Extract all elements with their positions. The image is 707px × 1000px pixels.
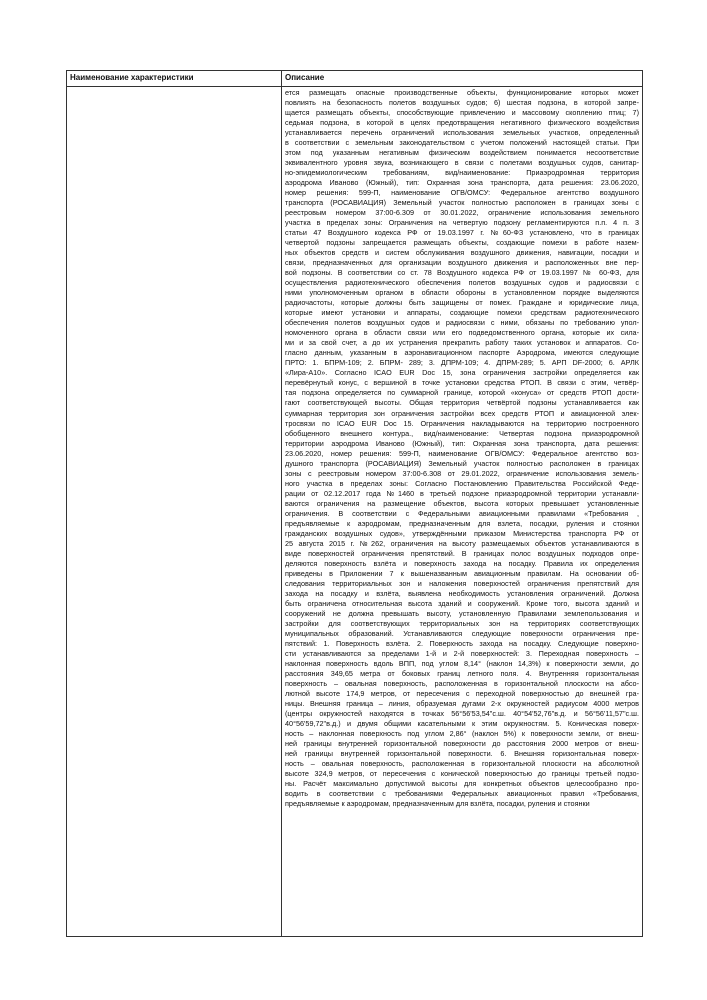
description-line: предъявляемые к аэродромам, предназначенным для взлёта, посадки, руления и стоянки (285, 799, 590, 809)
description-line: ваются ограничения на размещение объектов, высота которых превышает установленные (285, 498, 639, 508)
description-line: четвертой подзоны запрещается размещать объекты, создающие помехи в работе назем- (285, 238, 639, 248)
description-line: территории аэродрома Иваново (Южный), тип: Охранная зона транспорта, дата решения: (285, 438, 639, 448)
description-line: следования территориальных зон и наложения поверхностей ограничения препятствий для (285, 578, 639, 588)
description-line: виде поверхностей ограничения препятствий. В границах полос воздушных подходов опре- (285, 548, 639, 558)
description-line: ны. Расчёт максимально допустимой высоты для конкретных объектов целесообразно про- (285, 779, 639, 789)
description-line: повлиять на безопасность полетов воздушных судов; 6) шестая подзона, в которой запре- (285, 98, 639, 108)
description-line: ПРТО: 1. БПРМ-109; 2. БПРМ- 289; 3. ДПРМ-109; 4. ДПРМ-289; 5. АРП DF-2000; 6. АРЛК (285, 358, 639, 368)
description-line: осуществления радиотехнического обеспечения полетов воздушных судов и радиосвязи с (285, 278, 639, 288)
description-line: ограничения. В соответствии с Федеральными авиационными правилами «Требования , (285, 508, 639, 518)
table-header-row (67, 71, 643, 87)
description-line: радиочастоты, которые должны быть защищены от помех. Граждане и юридические лица, (285, 298, 639, 308)
description-line: ных объектов средств и систем обслуживания воздушного движения, навигации, посадки и (285, 248, 639, 258)
description-line: расстояния 349,65 метра от боковых границ летного поля. 4. Внутренняя горизонтальная (285, 668, 639, 678)
description-line: приведены в Приложении 7 к вышеназванным авиационным правилам. На основании об- (285, 568, 639, 578)
header-characteristic-name: Наименование характеристики (67, 71, 282, 87)
description-line: зоны с реестровым номером 37:00-6.308 от 29.01.2022, ограничение использования земель- (285, 468, 639, 478)
description-line: застройки для соответствующих территориальных зон на территориях соответствующих (285, 618, 639, 628)
description-line: номоченного органа в области связи или его подведомственного органа, которые их сила- (285, 328, 639, 338)
description-line: ней границы внутренней горизонтальной поверхности. 6. Внешняя горизонтальная поверх- (285, 749, 639, 759)
table-row (67, 87, 643, 937)
description-line: но-эпидемиологическим требованиям, вид/наименование: Приаэродромная территория (285, 168, 639, 178)
description-line: ней границы внутренней горизонтальной поверхности до расстояния 2000 метров от внеш- (285, 739, 639, 749)
description-line: гают соответствующей высоты. Общая территория четвёртой подзоны устанавливается как (285, 398, 639, 408)
description-line: обобщенного внешнего контура., вид/наименование: Четвертая подзона приаэродромной (285, 428, 639, 438)
description-line: (центры окружностей находятся в точках 56°56'53,54"с.ш. 40°54'52,76"в.д. и 56°56'11,57"с.ш. (285, 708, 639, 718)
description-line: рации от 02.12.2017 года №1460 в третьей подзоне приаэродромной территории устанавли- (285, 488, 639, 498)
description-line: захода на посадку и взлёта, выявлена необходимость установления ограничений. Должна (285, 588, 639, 598)
description-line: обеспечения полетов воздушных судов и радиосвязи с ними, обязаны по требованию упол- (285, 318, 639, 328)
description-line: водить в соответствии с требованиями Федеральных авиационных правил «Требования, (285, 789, 639, 799)
description-line: участка в пределах зоны: Ограничения на четвертую подзону регламентируются п.п. 4 п. 3 (285, 218, 639, 228)
description-line: в соответствии с земельным законодательством с учетом положений настоящей статьи. При (285, 138, 639, 148)
description-line: тросвязи по ICAO EUR Doc 15. Ограничения накладываются на территорию построенного (285, 418, 639, 428)
description-line: высоте 324,9 метров, от пересечения с конической поверхностью до границы третьей подзо- (285, 769, 639, 779)
description-line: ми и за свой счет, а до их устранения прекратить работу таких установок и аппаратов. Со- (285, 338, 639, 348)
description-line: суммарная территория зон ограничения застройки всех средств РТОП и авиационной элек- (285, 408, 639, 418)
description-line: номер решения: 599-П, наименование ОГВ/ОМСУ: Федеральное агентство воздушного (285, 188, 639, 198)
description-line: душного транспорта (РОСАВИАЦИЯ) Земельный участок полностью расположен в границах (285, 458, 639, 468)
description-line: которые имеют установки и аппараты, создающие помехи средствам радиотехнического (285, 308, 639, 318)
description-line: устанавливается перечень ограничений использования земельных участков, определенный (285, 128, 639, 138)
description-line: поверхность – овальная поверхность, расположенная в горизонтальной плоскости на абсо- (285, 678, 639, 688)
characteristics-table (66, 70, 643, 937)
description-line: гражданских воздушных судов», утверждёнными приказом Министерства транспорта РФ от (285, 528, 639, 538)
description-line: этом под указанным негативным физическим воздействием понимается несоответствие (285, 148, 639, 158)
description-line: связи, предназначенных для организации воздушного движения и расположенных вне пер- (285, 258, 639, 268)
description-line: гласно данным, указанным в аэронавигационном паспорте Аэродрома, имеются следующие (285, 348, 639, 358)
description-line: реестровым номером 37:00-6.309 от 30.01.2022, ограничение использования земельного (285, 208, 639, 218)
characteristic-name-cell (67, 87, 282, 937)
description-line: ними уполномоченным органом в области обороны в установленном порядке выделяются (285, 288, 639, 298)
description-line: сооружений не должна превышать высоту, установленную Правилами землепользования и (285, 608, 639, 618)
description-line: статьи 47 Воздушного кодекса РФ от 19.03.1997 г. №60-ФЗ установлено, что в границах (285, 228, 639, 238)
description-line: аэродрома Иваново (Южный), тип: Охранная зона транспорта, дата решения: 23.06.2020, (285, 178, 639, 188)
description-line: пятствий: 1. Поверхность взлёта. 2. Поверхность захода на посадку. Следующие поверхно- (285, 638, 639, 648)
description-line: ницы. Внешняя граница – линия, образуемая дугами 2-х окружностей радиусом 4000 метров (285, 698, 639, 708)
description-line: щается размещать объекты, способствующие привлечению и массовому скоплению птиц; 7) (285, 108, 639, 118)
description-line: ность – наклонная поверхность под углом 2,86° (наклон 5%) к поверхности земли, от внеш- (285, 729, 639, 738)
description-line: ность – овальная поверхность, расположенная в горизонтальной плоскости на абсолютной (285, 759, 639, 769)
description-line: «Лира-А10». Согласно ICAO EUR Doc 15, зона ограничения застройки определяется как (285, 368, 639, 378)
description-line: перевёрнутый конус, с вершиной в точке установки средства РТОП. В связи с этим, четвёр- (285, 378, 639, 388)
description-line: эквивалентного уровня звука, возникающего в связи с полетами воздушных судов, санитар- (285, 158, 639, 168)
description-cell (282, 87, 643, 937)
description-line: седьмая подзона, в которой в целях предотвращения негативного физического воздействия (285, 118, 639, 128)
description-line: транспорта (РОСАВИАЦИЯ) Земельный участок полностью расположен в границах зоны с (285, 198, 639, 208)
description-line: деляются поверхность взлёта и поверхность захода на посадку. Правила их определения (285, 558, 639, 568)
header-description: Описание (282, 71, 643, 87)
description-line: ется размещать опасные производственные объекты, функционирование которых может (285, 88, 639, 97)
description-line: муниципальных образований. Устанавливаются следующие поверхности ограничения пре- (285, 628, 639, 638)
description-line: ного участка в пределах зоны: Согласно Постановлению Правительства Российской Феде- (285, 478, 639, 488)
description-line: 23.06.2020, номер решения: 599-П, наименование ОГВ/ОМСУ: Федеральное агентство воз- (285, 448, 639, 458)
description-line: тая подзона определяется по суммарной границе, которой «конуса» от средств РТОП дости- (285, 388, 639, 398)
description-line: сти устанавливаются за пределами 1-й и 2-й поверхностей: 3. Переходная поверхность – (285, 648, 639, 658)
description-line: предъявляемые к аэродромам, предназначенным для взлета, посадки, руления и стоянки (285, 518, 639, 528)
description-line: 40°56'59,72"в.д.) и двумя общими касательными к этим окружностям. 5. Коническая поверх- (285, 718, 639, 728)
description-line: лютной высоте 174,9 метров, от пересечения с переходной поверхностью до внешней гра- (285, 688, 639, 698)
description-line: быть ограничена относительная высота зданий и сооружений. Кроме того, высота зданий и (285, 598, 639, 608)
description-line: наклонная поверхность вдоль ВПП, под углом 8,14° (наклон 14,3%) к поверхности земли, до (285, 658, 639, 668)
description-line: 25 августа 2015 г. №262, ограничения на высоту размещаемых объектов устанавливаются в (285, 538, 639, 548)
description-line: вой подзоны. В соответствии со ст. 78 Воздушного кодекса РФ от 19.03.1997 № 60-ФЗ, для (285, 268, 639, 278)
